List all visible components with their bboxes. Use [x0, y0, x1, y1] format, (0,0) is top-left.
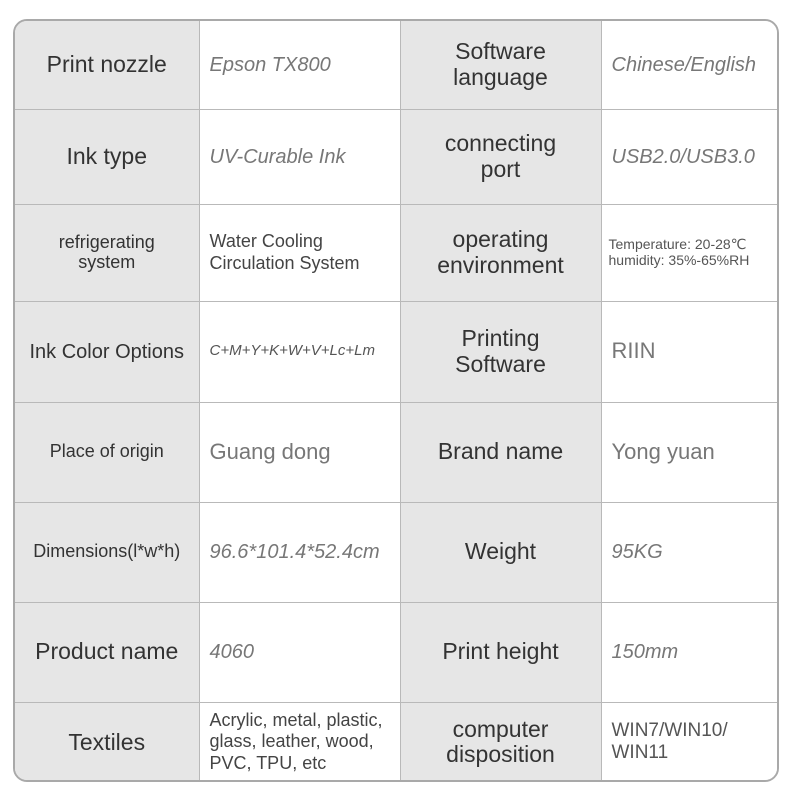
value-print-nozzle: Epson TX800	[199, 21, 400, 109]
label-line: disposition	[446, 741, 555, 768]
value-product-name: 4060	[199, 602, 400, 702]
spec-row	[15, 204, 779, 301]
value-print-height: 150mm	[601, 602, 779, 702]
value-line: Temperature: 20-28℃	[608, 236, 747, 253]
label-product-name: Product name	[15, 602, 199, 702]
spec-row	[15, 301, 779, 402]
label-ink-type: Ink type	[15, 109, 199, 204]
label-brand-name: Brand name	[400, 402, 601, 502]
value-ink-type: UV-Curable Ink	[199, 109, 400, 204]
label-line: port	[480, 155, 521, 182]
label-printing-software	[400, 301, 601, 402]
label-line: language	[453, 63, 548, 90]
label-dimensions: Dimensions(l*w*h)	[15, 502, 199, 602]
spec-table	[13, 19, 779, 782]
label-line: system	[78, 251, 136, 272]
label-print-height: Print height	[400, 602, 601, 702]
value-connecting-port: USB2.0/USB3.0	[601, 109, 779, 204]
value-place-of-origin: Guang dong	[199, 402, 400, 502]
spec-grid	[15, 21, 779, 782]
value-computer-disposition	[601, 702, 779, 782]
label-software-language	[400, 21, 601, 109]
value-textiles	[199, 702, 400, 782]
label-line: connecting	[444, 130, 557, 157]
value-line: glass, leather, wood,	[209, 731, 374, 752]
value-operating-environment	[601, 204, 779, 301]
value-weight: 95KG	[601, 502, 779, 602]
value-line: WIN11	[611, 742, 669, 764]
spec-row	[15, 702, 779, 782]
spec-row	[15, 402, 779, 502]
label-line: refrigerating	[58, 231, 155, 252]
label-operating-environment	[400, 204, 601, 301]
label-textiles: Textiles	[15, 702, 199, 782]
label-line: Software	[455, 38, 546, 65]
label-print-nozzle: Print nozzle	[15, 21, 199, 109]
value-line: humidity: 35%-65%RH	[608, 251, 750, 268]
value-line: Water Cooling	[209, 230, 323, 251]
label-computer-disposition	[400, 702, 601, 782]
value-line: Circulation System	[209, 252, 360, 273]
label-weight: Weight	[400, 502, 601, 602]
label-line: environment	[437, 251, 564, 278]
label-line: Printing	[461, 325, 540, 352]
spec-row	[15, 602, 779, 702]
spec-row	[15, 109, 779, 204]
label-line: Software	[455, 350, 546, 377]
label-line: operating	[452, 226, 549, 253]
value-dimensions: 96.6*101.4*52.4cm	[199, 502, 400, 602]
label-connecting-port	[400, 109, 601, 204]
value-line: Acrylic, metal, plastic,	[209, 709, 383, 730]
label-ink-color-options: Ink Color Options	[15, 301, 199, 402]
label-refrigerating-system	[15, 204, 199, 301]
value-line: WIN7/WIN10/	[611, 720, 728, 742]
value-printing-software: RIIN	[601, 301, 779, 402]
label-line: computer	[452, 715, 549, 742]
label-place-of-origin: Place of origin	[15, 402, 199, 502]
value-refrigerating-system	[199, 204, 400, 301]
spec-row	[15, 21, 779, 109]
value-line: PVC, TPU, etc	[209, 753, 327, 774]
value-brand-name: Yong yuan	[601, 402, 779, 502]
value-software-language: Chinese/English	[601, 21, 779, 109]
spec-row	[15, 502, 779, 602]
value-ink-color-options: C+M+Y+K+W+V+Lc+Lm	[199, 301, 400, 402]
